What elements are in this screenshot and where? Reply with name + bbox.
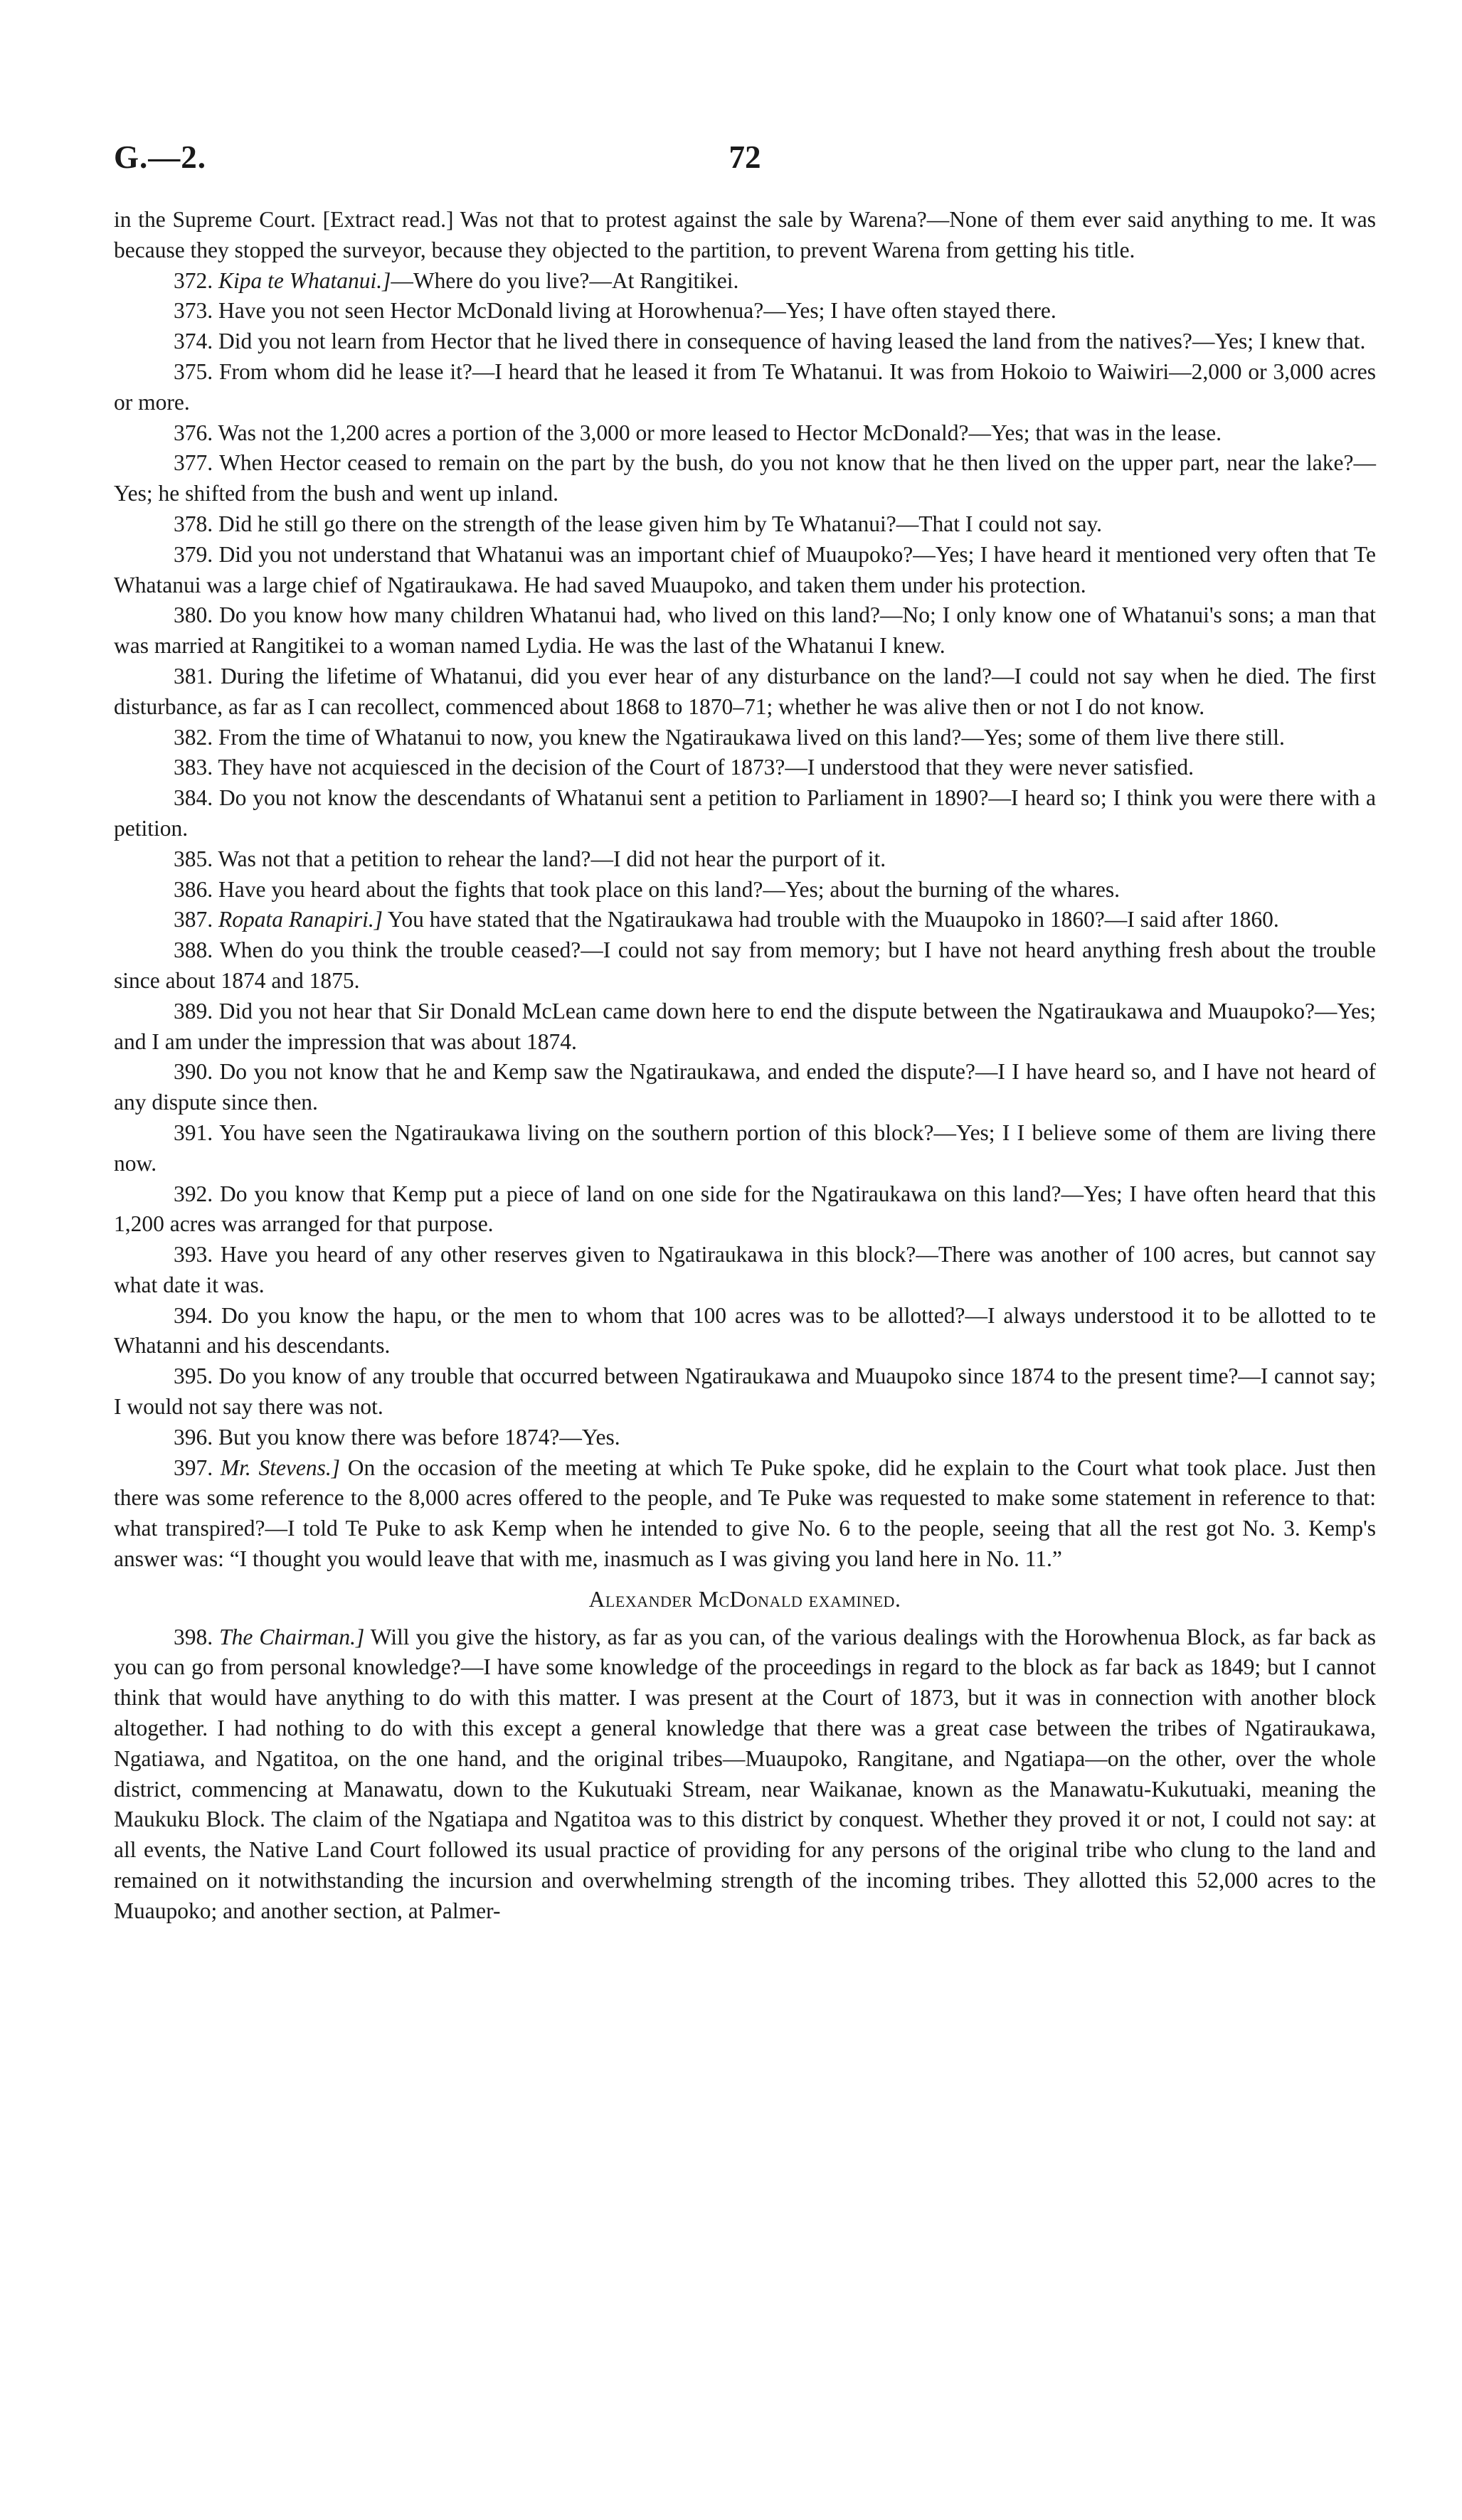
question-number: 384.	[174, 785, 213, 811]
question-paragraph	[114, 935, 1376, 996]
question-number: 391.	[174, 1120, 213, 1145]
paragraph-text: But you know there was before 1874?—Yes.	[218, 1424, 620, 1450]
paragraph-text: From the time of Whatanui to now, you knew the Ngatiraukawa lived on this land?—Yes; some of them live there still.	[218, 724, 1285, 750]
question-number: 379.	[174, 541, 213, 567]
witness-heading: Alexander McDonald examined.	[588, 1586, 901, 1612]
question-paragraph	[114, 905, 1376, 935]
question-number: 374.	[174, 329, 213, 354]
body-text	[114, 205, 1376, 1927]
paragraph-text: in the Supreme Court. [Extract read.] Was not that to protest against the sale by Warena?—None of them ever said anything to me. It was because they stopped the surveyor, because they objected to the partition, to prevent Warena from getting his title.	[114, 207, 1376, 262]
question-paragraph	[114, 723, 1376, 753]
question-number: 382.	[174, 724, 213, 750]
document-id: G.—2.	[114, 139, 207, 175]
question-number: 388.	[174, 937, 213, 963]
question-number: 390.	[174, 1059, 213, 1085]
paragraph-text: During the lifetime of Whatanui, did you ever hear of any disturbance on the land?—I could not say when he died. The first disturbance, as far as I can recollect, commenced about 1868 to 1870–71; whether he was alive then or not I do not know.	[114, 663, 1377, 719]
question-number: 372.	[174, 267, 213, 293]
question-paragraph	[114, 1453, 1376, 1575]
question-paragraph	[114, 844, 1376, 875]
paragraph-text: Did you not learn from Hector that he lived there in consequence of having leased the land from the natives?—Yes; I knew that.	[218, 329, 1366, 354]
page-number: 72	[729, 139, 761, 175]
question-number: 373.	[174, 298, 213, 324]
question-number: 396.	[174, 1424, 213, 1450]
question-paragraph	[114, 266, 1376, 297]
question-number: 392.	[174, 1181, 213, 1206]
paragraph-text: Have you heard of any other reserves given to Ngatiraukawa in this block?—There was another of 100 acres, but cannot say what date it was.	[114, 1242, 1377, 1297]
paragraph-text: Do you know how many children Whatanui had, who lived on this land?—No; I only know one of Whatanui's sons; a man that was married at Rangitikei to a woman named Lydia. He was the last of the Whatanui I knew.	[114, 602, 1376, 659]
paragraph-text: You have stated that the Ngatiraukawa had trouble with the Muaupoko in 1860?—I said after 1860.	[387, 907, 1279, 932]
question-number: 398.	[174, 1624, 213, 1649]
question-paragraph	[114, 1240, 1376, 1301]
paragraph-text: Have you not seen Hector McDonald living at Horowhenua?—Yes; I have often stayed there.	[218, 298, 1056, 324]
question-paragraph	[114, 326, 1376, 357]
question-paragraph	[114, 875, 1376, 905]
paragraph-text: Have you heard about the fights that took place on this land?—Yes; about the burning of the whares.	[218, 876, 1121, 902]
paragraph-text: Do you not know that he and Kemp saw the Ngatiraukawa, and ended the dispute?—I I have heard so, and I have not heard of any dispute since then.	[114, 1059, 1377, 1115]
speaker-name: Mr. Stevens.]	[220, 1455, 341, 1480]
question-number: 375.	[174, 358, 213, 384]
question-number: 380.	[174, 602, 213, 628]
question-paragraph	[114, 1361, 1376, 1423]
speaker-name: Ropata Ranapiri.]	[218, 907, 383, 932]
question-paragraph	[114, 540, 1376, 601]
paragraph-text: —Where do you live?—At Rangitikei.	[391, 267, 739, 293]
paragraph-text: Do you know the hapu, or the men to whom that 100 acres was to be allotted?—I always understood it to be allotted to te Whatanni and his descendants.	[114, 1302, 1376, 1359]
question-number: 376.	[174, 420, 213, 445]
question-number: 385.	[174, 846, 213, 871]
question-paragraph	[114, 509, 1376, 540]
question-paragraph	[114, 1179, 1376, 1240]
question-number: 389.	[174, 998, 213, 1024]
question-number: 386.	[174, 876, 213, 902]
text-paragraph	[114, 205, 1376, 266]
question-paragraph	[114, 448, 1376, 509]
question-paragraph	[114, 1622, 1376, 1927]
question-paragraph	[114, 418, 1376, 449]
question-paragraph	[114, 1057, 1376, 1118]
question-paragraph	[114, 996, 1376, 1058]
question-number: 378.	[174, 511, 213, 536]
question-paragraph	[114, 1118, 1376, 1179]
paragraph-text: On the occasion of the meeting at which Te Puke spoke, did he explain to the Court what took place. Just then there was some reference to the 8,000 acres offered to the people, and Te Puke was requested to make some statement in reference to that: what transpired?—I told Te Puke to ask Kemp when he intended to give No. 6 to the people, seeing that all the rest got No. 3. Kemp's answer was: “I thought you would leave that with me, inasmuch as I was giving you land here in No. 11.”	[114, 1455, 1376, 1572]
paragraph-text: When do you think the trouble ceased?—I could not say from memory; but I have not heard anything fresh about the trouble since about 1874 and 1875.	[114, 937, 1376, 993]
paragraph-text: Did you not hear that Sir Donald McLean came down here to end the dispute between the Ngatiraukawa and Muaupoko?—Yes; and I am under the impression that was about 1874.	[114, 998, 1377, 1054]
paragraph-text: Did he still go there on the strength of the lease given him by Te Whatanui?—That I could not say.	[218, 511, 1103, 536]
paragraph-text: Do you not know the descendants of Whatanui sent a petition to Parliament in 1890?—I heard so; I think you were there with a petition.	[114, 785, 1377, 841]
question-paragraph	[114, 1423, 1376, 1453]
question-number: 387.	[174, 907, 213, 932]
question-paragraph	[114, 357, 1376, 418]
question-paragraph	[114, 1301, 1376, 1362]
question-paragraph	[114, 296, 1376, 326]
speaker-name: Kipa te Whatanui.]	[218, 267, 391, 293]
page-header	[114, 139, 1376, 181]
question-number: 394.	[174, 1302, 213, 1328]
question-paragraph	[114, 661, 1376, 723]
paragraph-text: Was not that a petition to rehear the land?—I did not hear the purport of it.	[218, 846, 886, 871]
paragraph-text: From whom did he lease it?—I heard that he leased it from Te Whatanui. It was from Hokoio to Waiwiri—2,000 or 3,000 acres or more.	[114, 358, 1376, 415]
paragraph-text: You have seen the Ngatiraukawa living on the southern portion of this block?—Yes; I I believe some of them are living there now.	[114, 1120, 1376, 1176]
question-number: 395.	[174, 1363, 213, 1389]
question-number: 381.	[174, 663, 213, 689]
paragraph-text: Did you not understand that Whatanui was an important chief of Muaupoko?—Yes; I have heard it mentioned very often that Te Whatanui was a large chief of Ngatiraukawa. He had saved Muaupoko, and taken them under his protection.	[114, 541, 1376, 597]
question-paragraph	[114, 783, 1376, 844]
paragraph-text: When Hector ceased to remain on the part by the bush, do you not know that he then lived on the upper part, near the lake?—Yes; he shifted from the bush and went up inland.	[114, 450, 1376, 506]
question-number: 383.	[174, 755, 213, 780]
paragraph-text: Will you give the history, as far as you can, of the various dealings with the Horowhenua Block, as far back as you can go from personal knowledge?—I have some knowledge of the proceedings in regard to the block as far back as 1849; but I cannot think that would have anything to do with this matter. I was present at the Court of 1873, but it was in connection with another block altogether. I had nothing to do with this except a general knowledge that there was a great case between the tribes of Ngatiraukawa, Ngatiawa, and Ngatitoa, on the one hand, and the original tribes—Muaupoko, Rangitane, and Ngatiapa—on the other, over the whole district, commencing at Manawatu, down to the Kukutuaki Stream, near Waikanae, known as the Manawatu-Kukutuaki, meaning the Maukuku Block. The claim of the Ngatiapa and Ngatitoa was to this district by conquest. Whether they proved it or not, I could not say: at all events, the Native Land Court followed its usual practice of providing for any persons of the original tribe who clung to the land and remained on it notwithstanding the incursion and overwhelming strength of the incoming tribes. They allotted this 52,000 acres to the Muaupoko; and another section, at Palmer-	[114, 1624, 1376, 1923]
question-paragraph	[114, 753, 1376, 783]
paragraph-text: Do you know of any trouble that occurred between Ngatiraukawa and Muaupoko since 1874 to the present time?—I cannot say; I would not say there was not.	[114, 1363, 1377, 1420]
question-number: 393.	[174, 1242, 213, 1267]
question-number: 397.	[174, 1455, 213, 1480]
speaker-name: The Chairman.]	[219, 1624, 365, 1649]
question-paragraph	[114, 600, 1376, 661]
paragraph-text: Was not the 1,200 acres a portion of the 3,000 or more leased to Hector McDonald?—Yes; that was in the lease.	[218, 420, 1222, 445]
paragraph-text: Do you know that Kemp put a piece of land on one side for the Ngatiraukawa on this land?—Yes; I have often heard that this 1,200 acres was arranged for that purpose.	[114, 1181, 1377, 1237]
question-number: 377.	[174, 450, 213, 476]
paragraph-text: They have not acquiesced in the decision of the Court of 1873?—I understood that they were never satisfied.	[218, 755, 1195, 780]
